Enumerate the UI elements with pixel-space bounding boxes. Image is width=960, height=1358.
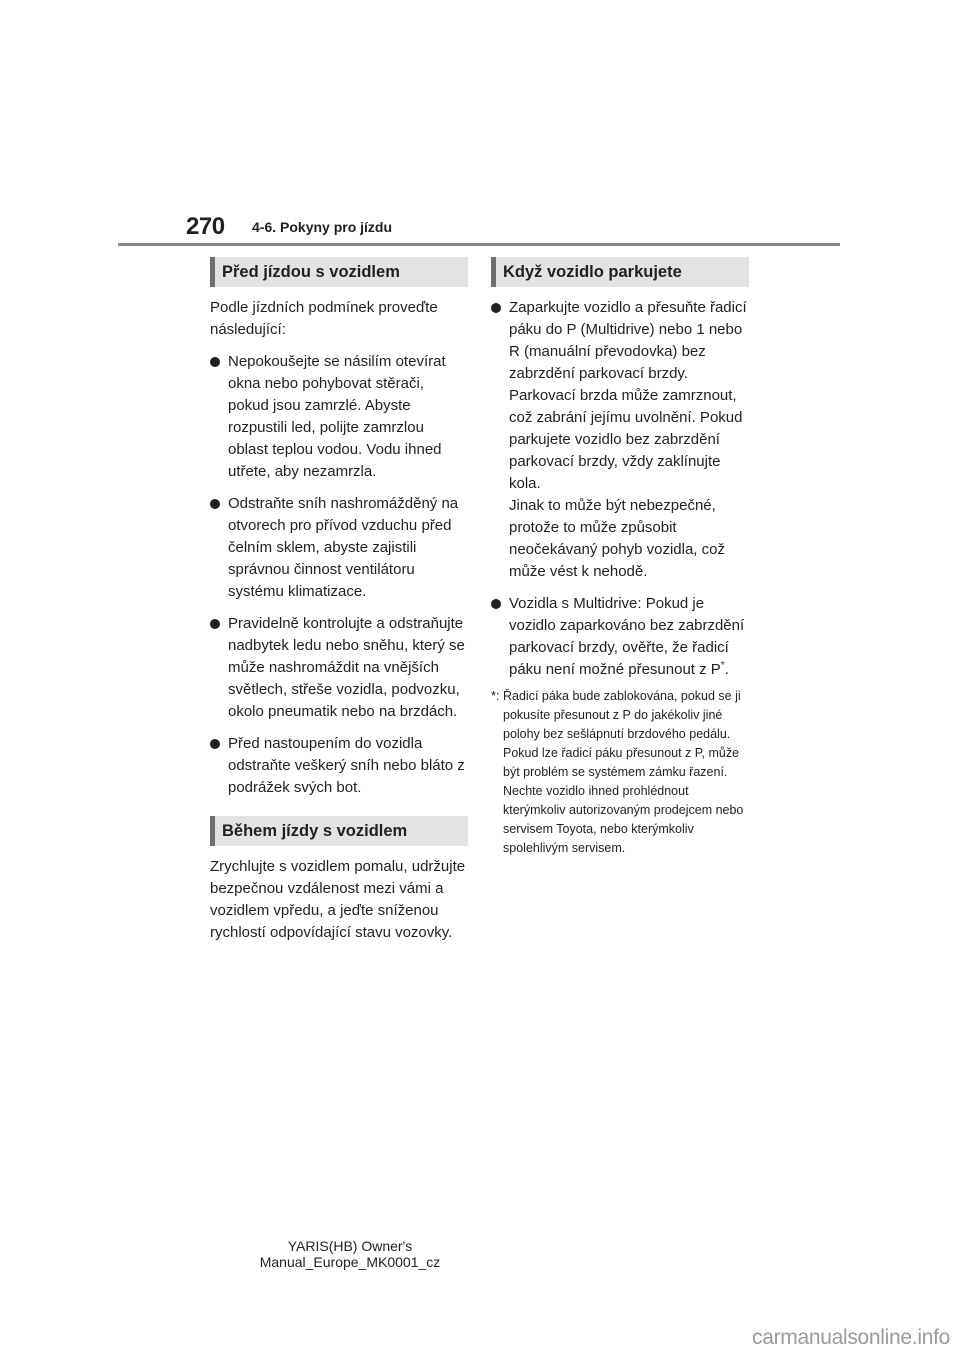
footer-text: YARIS(HB) Owner's Manual_Europe_MK0001_cz (259, 1238, 441, 1270)
heading-during-driving-text: Během jízdy s vozidlem (222, 822, 408, 840)
multidrive-period: . (724, 661, 729, 678)
footnote (491, 687, 749, 858)
page-number: 270 (186, 213, 225, 240)
header-rule (118, 243, 840, 246)
heading-parking (491, 257, 749, 287)
watermark: carmanualsonline.info (752, 1326, 950, 1349)
heading-before-driving-text: Před jízdou s vozidlem (222, 263, 400, 281)
bullet-item: Nepokoušejte se násilím otevírat okna nebo pohybovat stěrači, pokud jsou zamrzlé. Abyste rozpustili led, polijte zamrzlou oblast teplou vodou. Vodu ihned utřete, aby nezamrzla. (210, 351, 468, 483)
left-column (210, 297, 468, 799)
footnote-mark: *: (491, 689, 500, 703)
bullet-item (491, 297, 749, 583)
heading-during-driving (210, 816, 468, 846)
right-column (491, 297, 749, 858)
parking-text: Zaparkujte vozidlo a přesuňte řadicí páku do P (Multidrive) nebo 1 nebo R (manuální převodovka) bez zabrzdění parkovací brzdy. Parkovací brzda může zamrznout, což zabrání jejímu uvolnění. Pokud parkujete vozidlo bez zabrzdění parkovací brzdy, vždy zaklínujte kola. (509, 299, 747, 492)
footnote-ref: * (720, 660, 725, 671)
bullet-item: Odstraňte sníh nashromážděný na otvorech pro přívod vzduchu před čelním sklem, abyste zajistili správnou činnost ventilátoru systému klimatizace. (210, 493, 468, 603)
bullet-item: Pravidelně kontrolujte a odstraňujte nadbytek ledu nebo sněhu, který se může nashromáždit na vnějších světlech, střeše vozidla, podvozku, okolo pneumatik nebo na brzdách. (210, 613, 468, 723)
section-title: 4-6. Pokyny pro jízdu (252, 219, 393, 235)
bullet-item: Před nastoupením do vozidla odstraňte veškerý sníh nebo bláto z podrážek svých bot. (210, 733, 468, 799)
driving-column (210, 856, 468, 944)
multidrive-text: Vozidla s Multidrive: Pokud je vozidlo zaparkováno bez zabrzdění parkovací brzdy, ověřte, že řadicí páku není možné přesunout z P (509, 595, 745, 678)
bullet-item (491, 593, 749, 681)
parking-warning-text: Jinak to může být nebezpečné, protože to může způsobit neočekávaný pohyb vozidla, což může vést k nehodě. (509, 497, 725, 580)
heading-parking-text: Když vozidlo parkujete (503, 263, 682, 281)
intro-text: Podle jízdních podmínek proveďte následující: (210, 299, 438, 338)
heading-before-driving (210, 257, 468, 287)
footnote-text: Řadicí páka bude zablokována, pokud se ji pokusíte přesunout z P do jakékoliv jiné polohy bez sešlápnutí brzdového pedálu. Pokud lze řadicí páku přesunout z P, může být problém se systémem zámku řazení. Nechte vozidlo ihned prohlédnout kterýmkoliv autorizovaným prodejcem nebo servisem Toyota, nebo kterýmkoliv spolehlivým servisem. (503, 689, 744, 855)
driving-text: Zrychlujte s vozidlem pomalu, udržujte bezpečnou vzdálenost mezi vámi a vozidlem vpředu, a jeďte sníženou rychlostí odpovídající stavu vozovky. (210, 858, 466, 941)
